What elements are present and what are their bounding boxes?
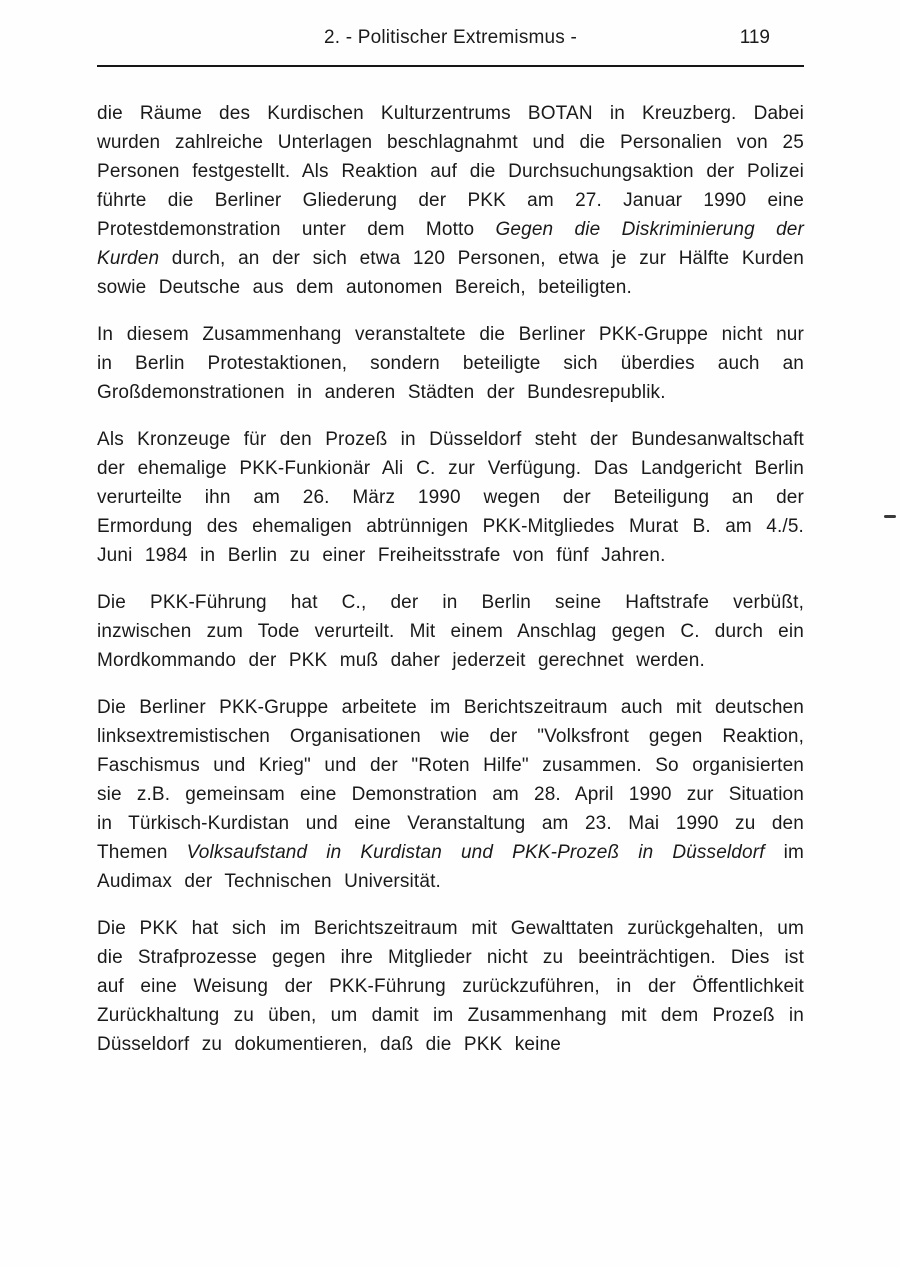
text-segment: Die PKK-Führung hat C., der in Berlin seine Haftstrafe verbüßt, inzwischen zum Tode verurteilt. Mit einem Anschlag gegen C. durch ein Mordkommando der PKK muß daher jederzeit gerechnet werden. xyxy=(97,592,804,671)
paragraph-4 xyxy=(97,588,804,675)
paragraph-5 xyxy=(97,693,804,896)
page-number: 119 xyxy=(739,27,770,48)
text-segment: Die PKK hat sich im Berichtszeitraum mit Gewalttaten zurückgehalten, um die Strafprozesse gegen ihre Mitglieder nicht zu beeinträchtigen. Dies ist auf eine Weisung der PKK-Führung zurückzuführen, in der Öffentlichkeit Zurückhaltung zu üben, um damit im Zusammenhang mit dem Prozeß in Düsseldorf zu dokumentieren, daß die PKK keine xyxy=(97,918,804,1055)
paragraph-3 xyxy=(97,425,804,570)
text-segment: Die Berliner PKK-Gruppe arbeitete im Berichtszeitraum auch mit deutschen linksextremistischen Organisationen wie der "Volksfront gegen Reaktion, Faschismus und Krieg" und der "Roten Hilfe" zusammen. So organisierten sie z.B. gemeinsam eine Demonstration am 28. April 1990 zur Situation in Türkisch-Kurdistan und eine Veranstaltung am 23. Mai 1990 zu den Themen xyxy=(97,697,804,863)
text-segment: Gegen die Diskriminierung der Kurden xyxy=(97,219,804,269)
paragraph-2 xyxy=(97,320,804,407)
text-segment: Als Kronzeuge für den Prozeß in Düsseldorf steht der Bundesanwaltschaft der ehemalige PKK-Funkionär Ali C. zur Verfügung. Das Landgericht Berlin verurteilte ihn am 26. März 1990 wegen der Beteiligung an der Ermordung des ehemaligen abtrünnigen PKK-Mitgliedes Murat B. am 4./5. Juni 1984 in Berlin zu einer Freiheitsstrafe von fünf Jahren. xyxy=(97,429,804,566)
text-segment: im Audimax der Technischen Universität. xyxy=(97,842,804,892)
text-segment: Volksaufstand in Kurdistan und PKK-Prozeß in Düsseldorf xyxy=(186,842,765,863)
paragraph-1 xyxy=(97,99,804,302)
running-header-title: 2. - Politischer Extremismus - xyxy=(323,27,578,48)
header-rule xyxy=(97,65,804,67)
paragraph-6 xyxy=(97,914,804,1059)
body-text xyxy=(97,99,804,1077)
text-segment: durch, an der sich etwa 120 Personen, etwa je zur Hälfte Kurden sowie Deutsche aus dem autonomen Bereich, beteiligten. xyxy=(97,248,804,298)
scan-artifact-dash xyxy=(884,515,896,518)
page-header xyxy=(97,27,804,53)
text-segment: die Räume des Kurdischen Kulturzentrums BOTAN in Kreuzberg. Dabei wurden zahlreiche Unterlagen beschlagnahmt und die Personalien von 25 Personen festgestellt. Als Reaktion auf die Durchsuchungsaktion der Polizei führte die Berliner Gliederung der PKK am 27. Januar 1990 eine Protestdemonstration unter dem Motto xyxy=(97,103,804,240)
text-segment: In diesem Zusammenhang veranstaltete die Berliner PKK-Gruppe nicht nur in Berlin Protestaktionen, sondern beteiligte sich überdies auch an Großdemonstrationen in anderen Städten der Bundesrepublik. xyxy=(97,324,804,403)
